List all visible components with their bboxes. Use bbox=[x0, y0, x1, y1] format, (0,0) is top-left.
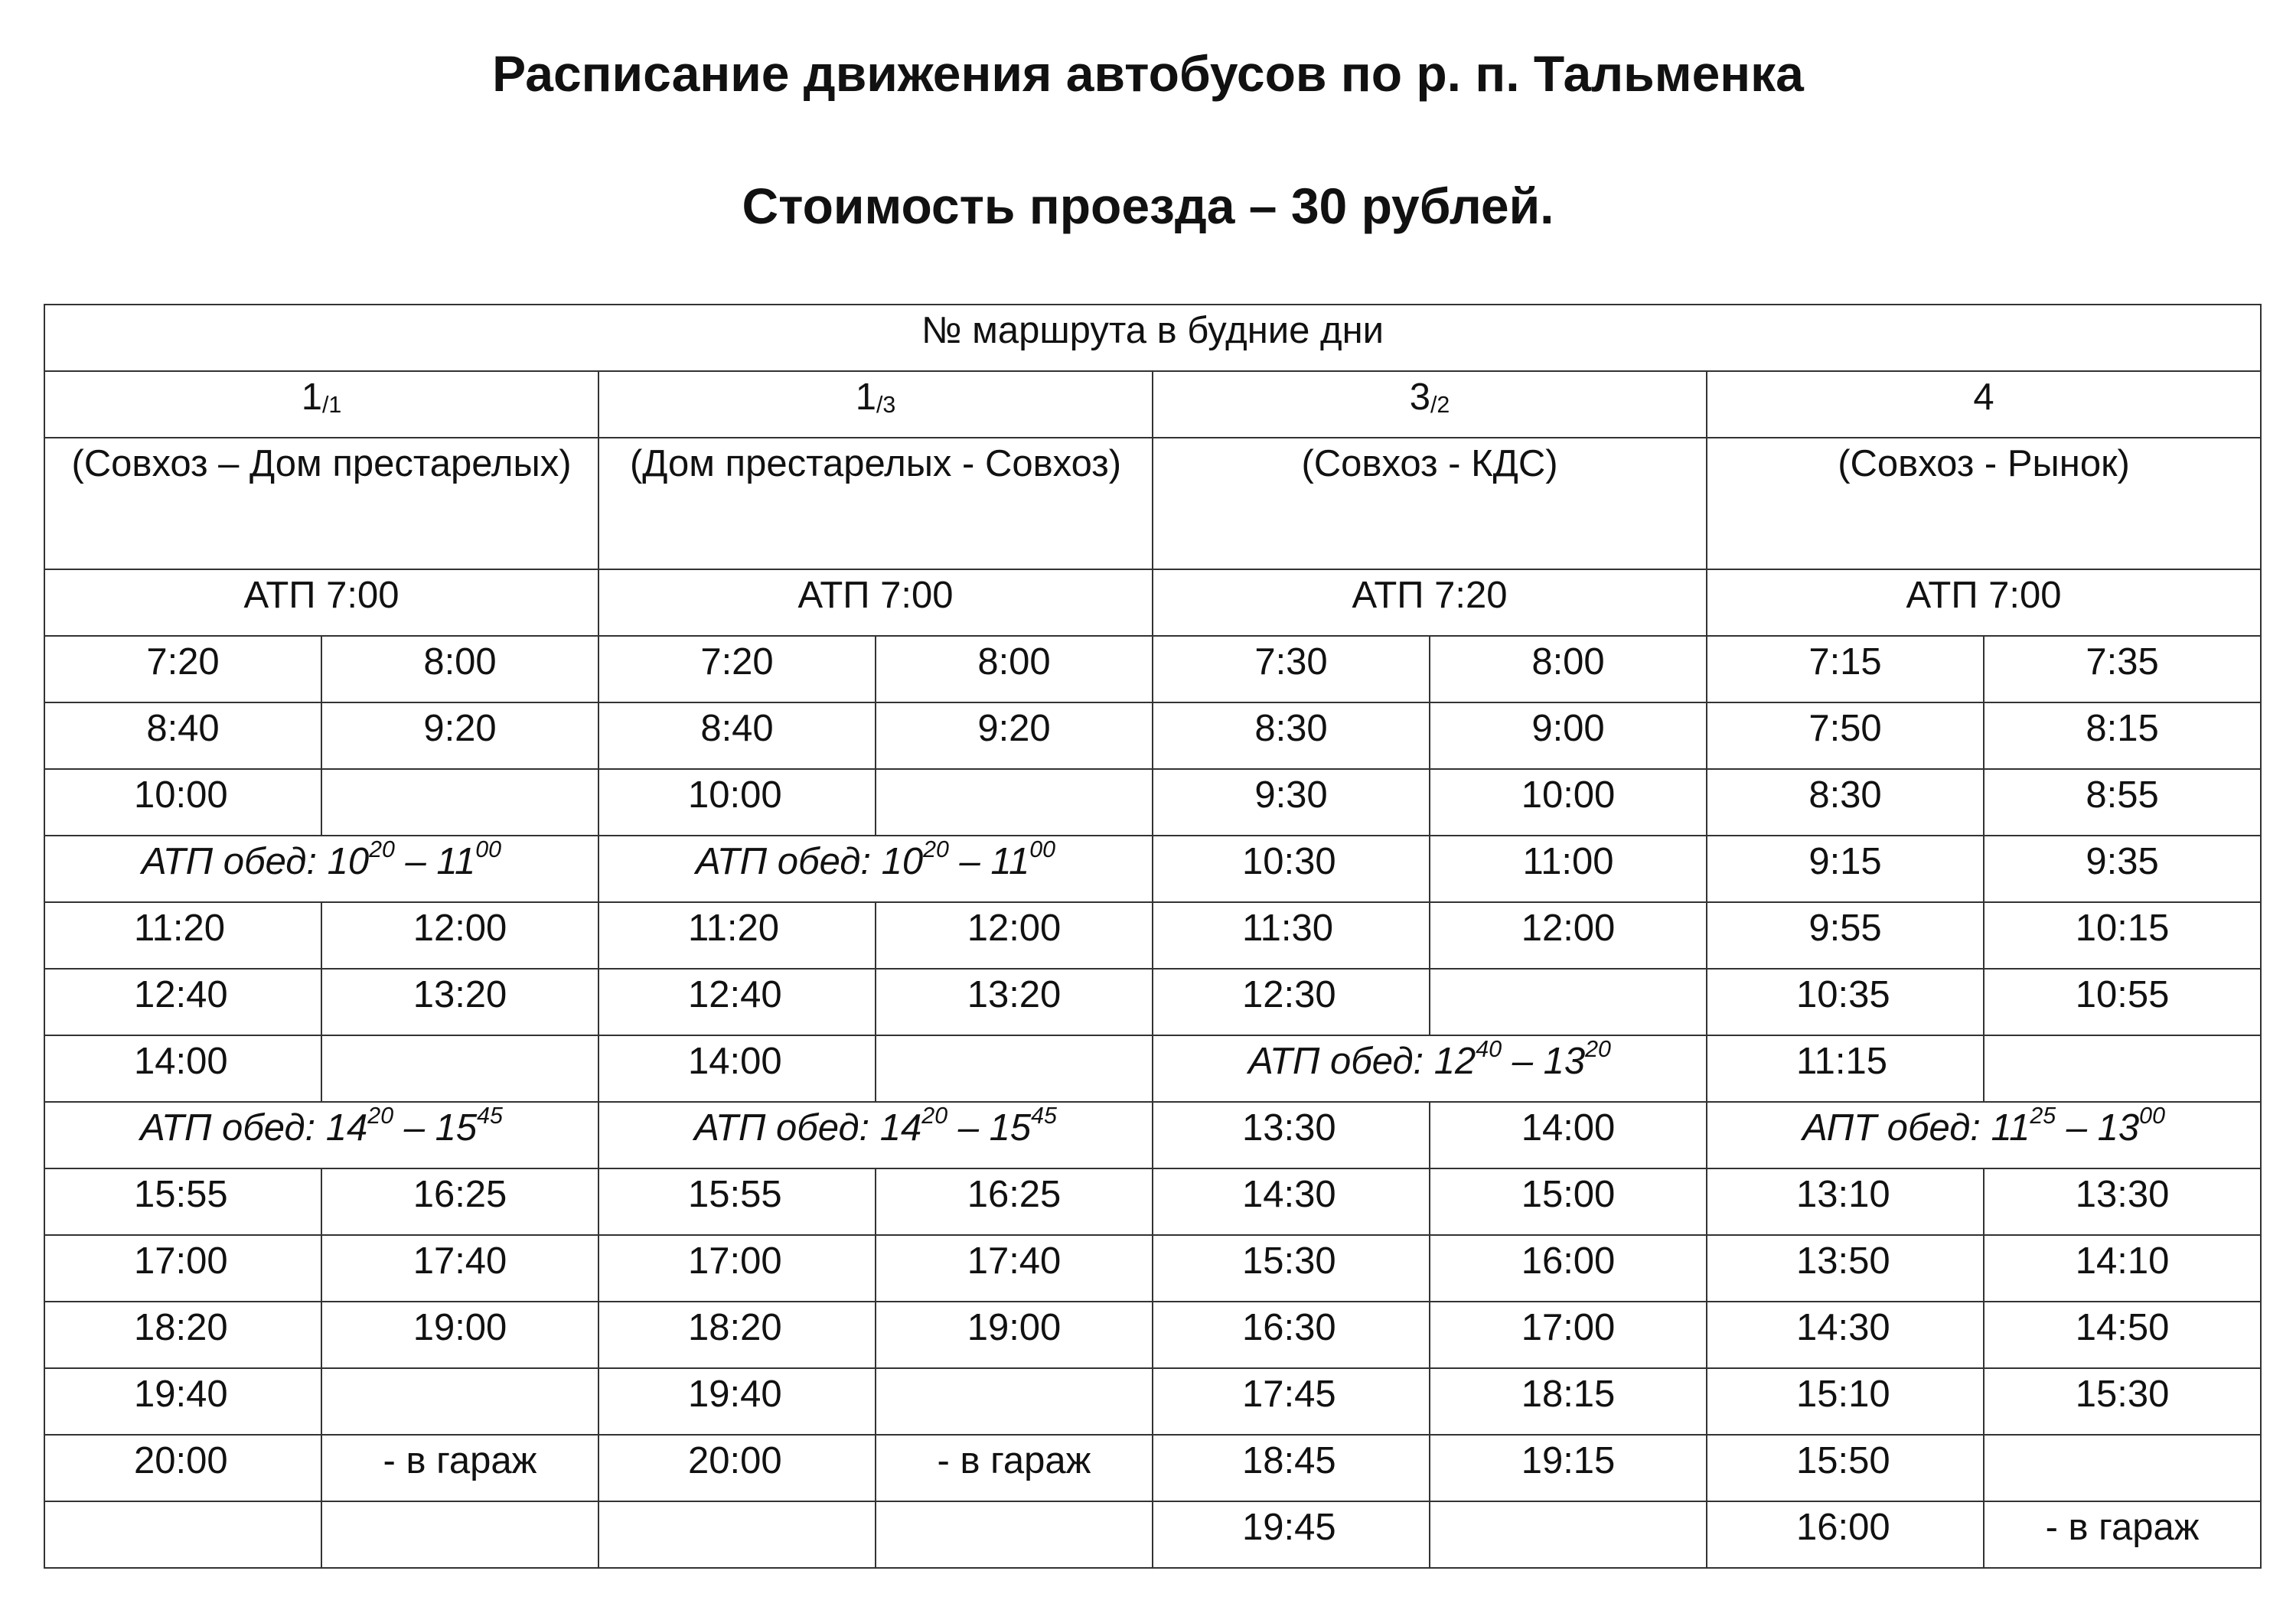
time-cell: 8:00 bbox=[1430, 636, 1707, 702]
time-cell: 10:00 bbox=[598, 769, 876, 836]
table-row bbox=[44, 1368, 2261, 1435]
time-cell: 7:30 bbox=[1153, 636, 1430, 702]
time-cell: 17:45 bbox=[1153, 1368, 1430, 1435]
time-cell: 8:00 bbox=[321, 636, 598, 702]
time-cell: 14:30 bbox=[1153, 1168, 1430, 1235]
time-cell: 12:40 bbox=[598, 969, 876, 1035]
table-row bbox=[44, 702, 2261, 769]
time-cell: 12:00 bbox=[321, 902, 598, 969]
lunch-break-cell: АТП обед: $10^{20} - 11^{00}$ bbox=[598, 836, 1153, 902]
time-cell bbox=[321, 1368, 598, 1435]
table-row bbox=[44, 1302, 2261, 1368]
time-cell: 13:30 bbox=[1153, 1102, 1430, 1168]
route-depot-time: АТП 7:00 bbox=[1707, 569, 2261, 636]
time-cell: 18:15 bbox=[1430, 1368, 1707, 1435]
route-depot-time: АТП 7:00 bbox=[44, 569, 598, 636]
time-cell: 19:00 bbox=[321, 1302, 598, 1368]
route-number: 1 bbox=[855, 376, 876, 418]
route-description: (Совхоз – Дом престарелых) bbox=[44, 438, 598, 569]
time-cell: 15:50 bbox=[1707, 1435, 1984, 1501]
table-row bbox=[44, 836, 2261, 902]
time-cell: 15:55 bbox=[598, 1168, 876, 1235]
time-cell: 17:00 bbox=[598, 1235, 876, 1302]
time-cell bbox=[321, 1035, 598, 1102]
time-cell: 8:30 bbox=[1153, 702, 1430, 769]
time-cell: 8:55 bbox=[1984, 769, 2261, 836]
time-cell: 17:00 bbox=[44, 1235, 321, 1302]
time-cell bbox=[321, 1501, 598, 1568]
time-cell: 11:20 bbox=[44, 902, 321, 969]
time-cell: 13:20 bbox=[321, 969, 598, 1035]
time-cell: 15:30 bbox=[1984, 1368, 2261, 1435]
page-title: Расписание движения автобусов по р. п. Тальменка bbox=[492, 45, 1804, 102]
time-cell: 16:00 bbox=[1430, 1235, 1707, 1302]
lunch-break-cell: АПТ обед: $11^{25} - 13^{00}$ bbox=[1707, 1102, 2261, 1168]
time-cell bbox=[876, 1035, 1153, 1102]
time-cell bbox=[1984, 1035, 2261, 1102]
time-cell: 14:50 bbox=[1984, 1302, 2261, 1368]
time-cell: 10:00 bbox=[44, 769, 321, 836]
time-cell: - в гараж bbox=[1984, 1501, 2261, 1568]
time-cell: 17:00 bbox=[1430, 1302, 1707, 1368]
time-cell: 14:00 bbox=[44, 1035, 321, 1102]
time-cell: 18:45 bbox=[1153, 1435, 1430, 1501]
time-cell: - в гараж bbox=[321, 1435, 598, 1501]
time-cell: 10:35 bbox=[1707, 969, 1984, 1035]
time-cell: 16:00 bbox=[1707, 1501, 1984, 1568]
fare-note: Стоимость проезда – 30 рублей. bbox=[742, 178, 1554, 234]
time-cell: 17:40 bbox=[876, 1235, 1153, 1302]
time-cell: 10:30 bbox=[1153, 836, 1430, 902]
time-cell: 15:10 bbox=[1707, 1368, 1984, 1435]
time-cell: 19:40 bbox=[44, 1368, 321, 1435]
time-cell: 12:00 bbox=[1430, 902, 1707, 969]
route-number-cell bbox=[1153, 371, 1707, 438]
time-cell: 20:00 bbox=[44, 1435, 321, 1501]
time-cell bbox=[44, 1501, 321, 1568]
time-cell: 14:30 bbox=[1707, 1302, 1984, 1368]
time-cell: 14:10 bbox=[1984, 1235, 2261, 1302]
table-row bbox=[44, 902, 2261, 969]
time-cell: 11:20 bbox=[598, 902, 876, 969]
route-subnumber: /2 bbox=[1430, 392, 1450, 418]
time-cell: 10:00 bbox=[1430, 769, 1707, 836]
time-cell bbox=[321, 769, 598, 836]
time-cell bbox=[1430, 1501, 1707, 1568]
time-cell: 11:30 bbox=[1153, 902, 1430, 969]
lunch-break-cell: АТП обед: $10^{20} - 11^{00}$ bbox=[44, 836, 598, 902]
time-cell: 13:30 bbox=[1984, 1168, 2261, 1235]
time-cell: 19:40 bbox=[598, 1368, 876, 1435]
table-row bbox=[44, 969, 2261, 1035]
time-cell: 9:35 bbox=[1984, 836, 2261, 902]
time-cell: 8:15 bbox=[1984, 702, 2261, 769]
route-number: 3 bbox=[1409, 376, 1430, 418]
time-cell: 11:15 bbox=[1707, 1035, 1984, 1102]
time-cell: 12:30 bbox=[1153, 969, 1430, 1035]
schedule-table bbox=[44, 304, 2262, 1569]
time-cell: 15:00 bbox=[1430, 1168, 1707, 1235]
route-description: (Совхоз - КДС) bbox=[1153, 438, 1707, 569]
time-cell: 7:20 bbox=[44, 636, 321, 702]
time-cell bbox=[876, 769, 1153, 836]
time-cell: 9:15 bbox=[1707, 836, 1984, 902]
table-row bbox=[44, 1102, 2261, 1168]
time-cell: 10:55 bbox=[1984, 969, 2261, 1035]
time-cell: 12:00 bbox=[876, 902, 1153, 969]
time-cell bbox=[876, 1501, 1153, 1568]
route-description: (Совхоз - Рынок) bbox=[1707, 438, 2261, 569]
time-cell bbox=[1430, 969, 1707, 1035]
table-row bbox=[44, 1035, 2261, 1102]
time-cell: 8:30 bbox=[1707, 769, 1984, 836]
time-cell bbox=[598, 1501, 876, 1568]
time-cell: 19:45 bbox=[1153, 1501, 1430, 1568]
time-cell: 7:35 bbox=[1984, 636, 2261, 702]
route-number-cell bbox=[1707, 371, 2261, 438]
time-cell: 7:15 bbox=[1707, 636, 1984, 702]
lunch-break-cell: АТП обед: $12^{40} - 13^{20}$ bbox=[1153, 1035, 1707, 1102]
route-subnumber: /1 bbox=[321, 392, 342, 418]
time-cell: 14:00 bbox=[1430, 1102, 1707, 1168]
time-cell: 16:25 bbox=[321, 1168, 598, 1235]
time-cell: 9:00 bbox=[1430, 702, 1707, 769]
time-cell: 18:20 bbox=[44, 1302, 321, 1368]
lunch-break-cell: АТП обед: $14^{20} - 15^{45}$ bbox=[598, 1102, 1153, 1168]
time-cell: 9:20 bbox=[876, 702, 1153, 769]
time-cell: 8:00 bbox=[876, 636, 1153, 702]
route-number-cell bbox=[44, 371, 598, 438]
time-cell: 19:15 bbox=[1430, 1435, 1707, 1501]
time-cell: - в гараж bbox=[876, 1435, 1153, 1501]
time-cell: 10:15 bbox=[1984, 902, 2261, 969]
time-cell: 16:25 bbox=[876, 1168, 1153, 1235]
lunch-break-cell: АТП обед: $14^{20} - 15^{45}$ bbox=[44, 1102, 598, 1168]
time-cell bbox=[1984, 1435, 2261, 1501]
time-cell: 13:20 bbox=[876, 969, 1153, 1035]
time-cell: 16:30 bbox=[1153, 1302, 1430, 1368]
time-cell: 17:40 bbox=[321, 1235, 598, 1302]
time-cell: 15:55 bbox=[44, 1168, 321, 1235]
route-number-cell bbox=[598, 371, 1153, 438]
table-row bbox=[44, 1435, 2261, 1501]
table-header: № маршрута в будние дни bbox=[44, 305, 2261, 371]
table-row bbox=[44, 636, 2261, 702]
table-row bbox=[44, 1235, 2261, 1302]
time-cell: 8:40 bbox=[44, 702, 321, 769]
time-cell: 19:00 bbox=[876, 1302, 1153, 1368]
time-cell: 13:50 bbox=[1707, 1235, 1984, 1302]
time-cell bbox=[876, 1368, 1153, 1435]
route-number: 4 bbox=[1973, 376, 1994, 418]
route-subnumber: /3 bbox=[876, 392, 896, 418]
time-cell: 12:40 bbox=[44, 969, 321, 1035]
time-cell: 9:30 bbox=[1153, 769, 1430, 836]
time-cell: 18:20 bbox=[598, 1302, 876, 1368]
time-cell: 11:00 bbox=[1430, 836, 1707, 902]
time-cell: 13:10 bbox=[1707, 1168, 1984, 1235]
table-row bbox=[44, 769, 2261, 836]
route-depot-time: АТП 7:20 bbox=[1153, 569, 1707, 636]
table-row bbox=[44, 1501, 2261, 1568]
time-cell: 15:30 bbox=[1153, 1235, 1430, 1302]
time-cell: 9:20 bbox=[321, 702, 598, 769]
route-depot-time: АТП 7:00 bbox=[598, 569, 1153, 636]
time-cell: 8:40 bbox=[598, 702, 876, 769]
time-cell: 14:00 bbox=[598, 1035, 876, 1102]
time-cell: 7:20 bbox=[598, 636, 876, 702]
table-row bbox=[44, 1168, 2261, 1235]
route-number: 1 bbox=[301, 376, 322, 418]
time-cell: 7:50 bbox=[1707, 702, 1984, 769]
time-cell: 20:00 bbox=[598, 1435, 876, 1501]
route-description: (Дом престарелых - Совхоз) bbox=[598, 438, 1153, 569]
time-cell: 9:55 bbox=[1707, 902, 1984, 969]
